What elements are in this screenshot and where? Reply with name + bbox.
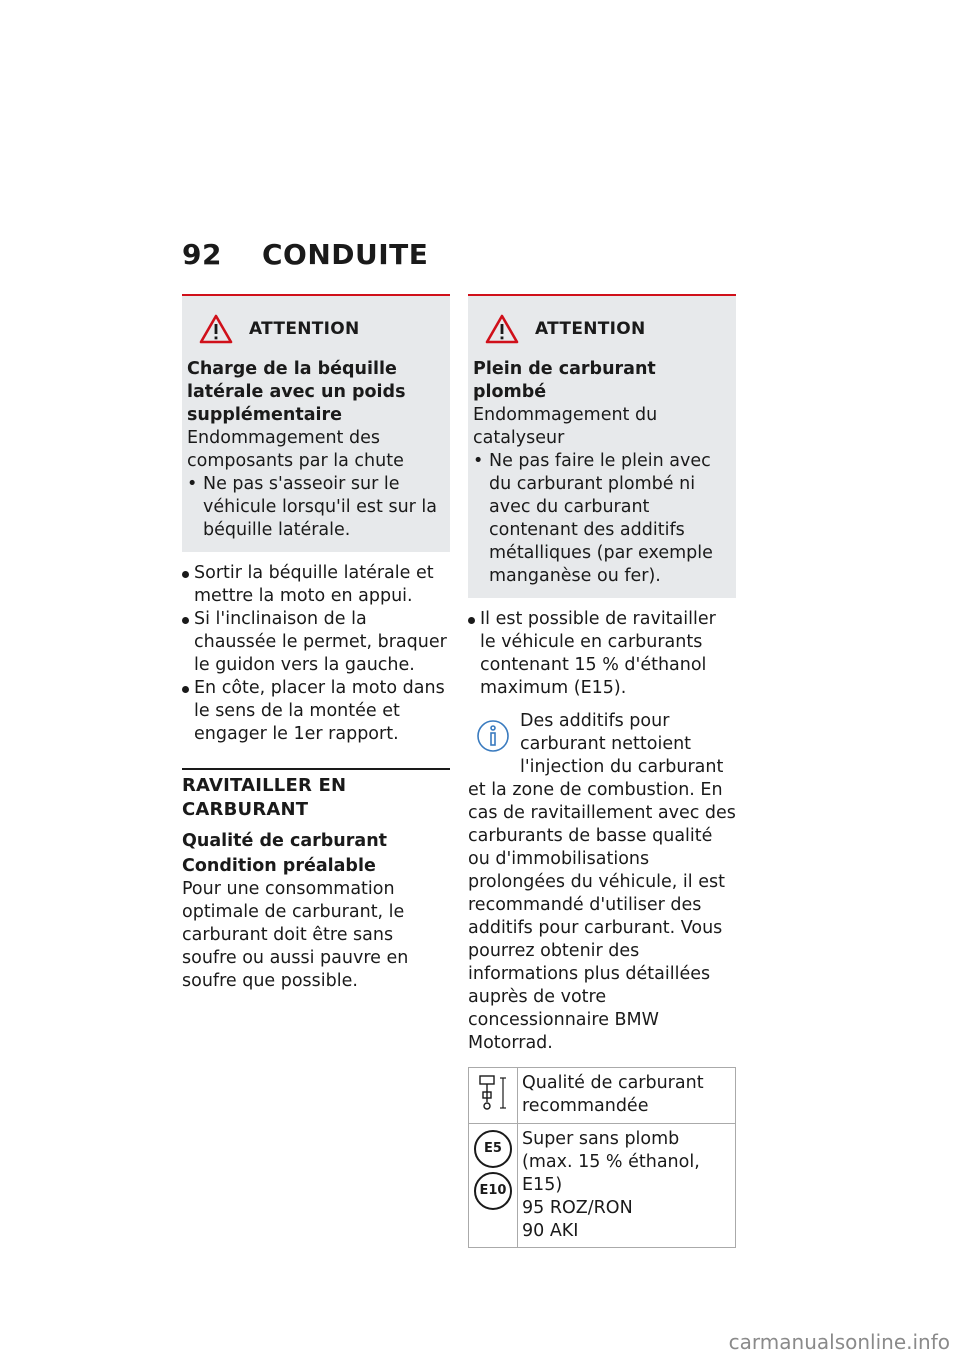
section-title: RAVITAILLER EN CARBURANT — [182, 775, 347, 820]
right-column — [468, 294, 736, 1248]
info-icon — [474, 714, 512, 758]
warning-text: Endommagement des composants par la chute — [187, 428, 404, 471]
fuel-table — [468, 1067, 736, 1248]
sub-title: Qualité de carburant — [182, 831, 388, 851]
info-text: Des additifs pour carburant nettoient l'injection du carburant et la zone de combustion. En cas de ravitaillement avec des carburants de basse qualité ou d'immobilisations prolongées du véhicule, il est recommandé d'utiliser des additifs pour carburant. Vous pourrez obtenir des informations plus détaillées auprès de votre concessionnaire BMW Motorrad. — [468, 711, 736, 1053]
page-number: 92 — [182, 238, 222, 271]
fuel-spec-cell — [518, 1124, 736, 1248]
chapter-title: CONDUITE — [261, 238, 429, 271]
warning-subtitle: Charge de la béquille latérale avec un poids supplémentaire — [187, 359, 406, 425]
step-item: Si l'inclinaison de la chaussée le permet, braquer le guidon vers la gauche. — [182, 608, 450, 677]
fuel-pump-icon — [477, 1072, 509, 1112]
warning-header — [485, 314, 728, 344]
section-divider — [182, 768, 450, 822]
step-item: En côte, placer la moto dans le sens de la montée et engager le 1er rapport. — [182, 677, 450, 746]
warning-list — [473, 450, 728, 588]
table-row — [469, 1124, 736, 1248]
warning-title: ATTENTION — [249, 318, 360, 339]
condition-text: Pour une consommation optimale de carburant, le carburant doit être sans soufre ou aussi pauvre en soufre que possible. — [182, 879, 409, 991]
warning-item: • Ne pas s'asseoir sur le véhicule lorsqu'il est sur la béquille latérale. — [187, 473, 442, 542]
info-block — [468, 710, 736, 1055]
fuel-spec-line: 95 ROZ/RON — [522, 1198, 633, 1218]
warning-item: • Ne pas faire le plein avec du carburant plombé ni avec du carburant contenant des additifs métalliques (par exemple manganèse ou fer). — [473, 450, 728, 588]
left-column — [182, 294, 450, 993]
table-row — [469, 1068, 736, 1124]
fuel-table-header: Qualité de carburant recommandée — [518, 1068, 736, 1124]
e5-badge-icon: E5 — [474, 1130, 512, 1168]
page-header — [182, 238, 428, 271]
warning-subtitle: Plein de carburant plombé — [473, 359, 656, 402]
fuel-spec-line: 90 AKI — [522, 1221, 579, 1241]
warning-title: ATTENTION — [535, 318, 646, 339]
e10-badge-icon: E10 — [474, 1172, 512, 1210]
fuel-pump-cell — [469, 1068, 518, 1124]
step-item: Il est possible de ravitailler le véhicule en carburants contenant 15 % d'éthanol maximum (E15). — [468, 608, 736, 700]
step-item: Sortir la béquille latérale et mettre la moto en appui. — [182, 562, 450, 608]
step-list — [182, 562, 450, 746]
condition-title: Condition préalable — [182, 856, 376, 876]
warning-box — [182, 294, 450, 552]
fuel-badge-cell — [469, 1124, 518, 1248]
watermark: carmanualsonline.info — [728, 1330, 950, 1354]
fuel-spec-line: Super sans plomb (max. 15 % éthanol, E15) — [522, 1129, 700, 1195]
step-list — [468, 608, 736, 700]
warning-header — [199, 314, 442, 344]
warning-text: Endommagement du catalyseur — [473, 405, 658, 448]
warning-list — [187, 473, 442, 542]
warning-triangle-icon — [199, 314, 233, 344]
warning-triangle-icon — [485, 314, 519, 344]
warning-box — [468, 294, 736, 598]
